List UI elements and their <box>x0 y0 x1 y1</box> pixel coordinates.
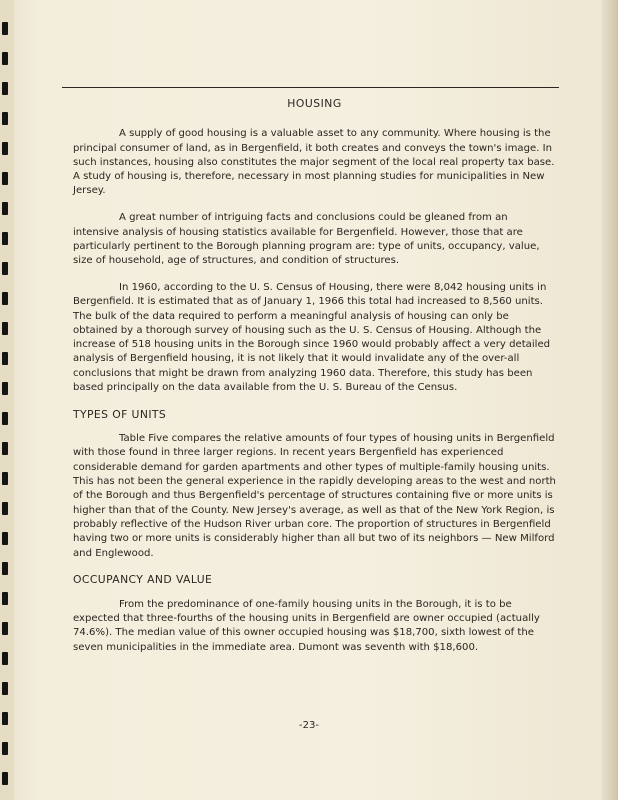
page-body <box>73 97 556 663</box>
page-number: -23- <box>298 720 320 731</box>
body-paragraph: From the predominance of one-family housing units in the Borough, it is to be expected that three-fourths of the housing units in Bergenfield are owner occupied (actually 74.6%). The median value of this owner occupied housing was $18,700, sixth lowest of the seven municipalities in the immediate area. Dumont was seventh with $18,600. <box>73 598 540 653</box>
body-paragraph: A great number of intriguing facts and conclusions could be gleaned from an intensive analysis of housing statistics available for Bergenfield. However, those that are particularly pertinent to the Borough planning program are: type of units, occupancy, value, size of household, age of structures, and condition of structures. <box>73 212 540 267</box>
binding-hole <box>2 232 8 245</box>
binding-hole <box>2 592 8 605</box>
binding-hole <box>2 682 8 695</box>
binding-hole <box>2 112 8 125</box>
binding-hole <box>2 82 8 95</box>
binding-hole <box>2 772 8 785</box>
body-paragraph: Table Five compares the relative amounts of four types of housing units in Bergenfield with those found in three larger regions. In recent years Bergenfield has experienced considerable demand for garden apartments and other types of multiple-family housing units. This has not been the general experience in the rapidly developing areas to the west and north of the Borough and thus Bergenfield's percentage of structures containing five or more units is higher than that of the County. New Jersey's average, as well as that of the New York Region, is probably reflective of the Hudson River urban core. The proportion of structures in Bergenfield having two or more units is considerably higher than all but two of its neighbors — New Milford and Englewood. <box>73 433 556 559</box>
binding-hole <box>2 262 8 275</box>
binding-hole <box>2 652 8 665</box>
binding-hole <box>2 352 8 365</box>
binding-hole <box>2 472 8 485</box>
binding-hole <box>2 142 8 155</box>
binding-hole <box>2 382 8 395</box>
page-edge-shadow <box>602 0 618 800</box>
binding-hole <box>2 622 8 635</box>
binding-hole <box>2 502 8 515</box>
binding-hole <box>2 532 8 545</box>
binding-hole <box>2 322 8 335</box>
page-title: HOUSING <box>287 97 342 110</box>
section-heading-occupancy-and-value: OCCUPANCY AND VALUE <box>73 573 213 587</box>
header-rule <box>62 87 559 88</box>
body-paragraph: In 1960, according to the U. S. Census of Housing, there were 8,042 housing units in Bergenfield. It is estimated that as of January 1, 1966 this total had increased to 8,560 units. The bulk of the data required to perform a meaningful analysis of housing can only be obtained by a thorough survey of housing such as the U. S. Census of Housing. Although the increase of 518 housing units in the Borough since 1960 would probably affect a very detailed analysis of Bergenfield housing, it is not likely that it would invalidate any of the over-all conclusions that might be drawn from analyzing 1960 data. Therefore, this study has been based principally on the data available from the U. S. Bureau of the Census. <box>73 281 551 394</box>
body-paragraph: A supply of good housing is a valuable asset to any community. Where housing is the principal consumer of land, as in Bergenfield, it both creates and conveys the town's image. In such instances, housing also constitutes the major segment of the local real property tax base. A study of housing is, therefore, necessary in most planning studies for municipalities in New Jersey. <box>73 128 555 197</box>
binding-hole <box>2 742 8 755</box>
binding-hole <box>2 52 8 65</box>
binding-hole <box>2 562 8 575</box>
binding-hole <box>2 292 8 305</box>
binding-hole <box>2 202 8 215</box>
section-heading-types-of-units: TYPES OF UNITS <box>73 407 167 421</box>
spiral-binding <box>0 0 14 800</box>
binding-hole <box>2 412 8 425</box>
binding-hole <box>2 442 8 455</box>
binding-hole <box>2 22 8 35</box>
binding-hole <box>2 172 8 185</box>
